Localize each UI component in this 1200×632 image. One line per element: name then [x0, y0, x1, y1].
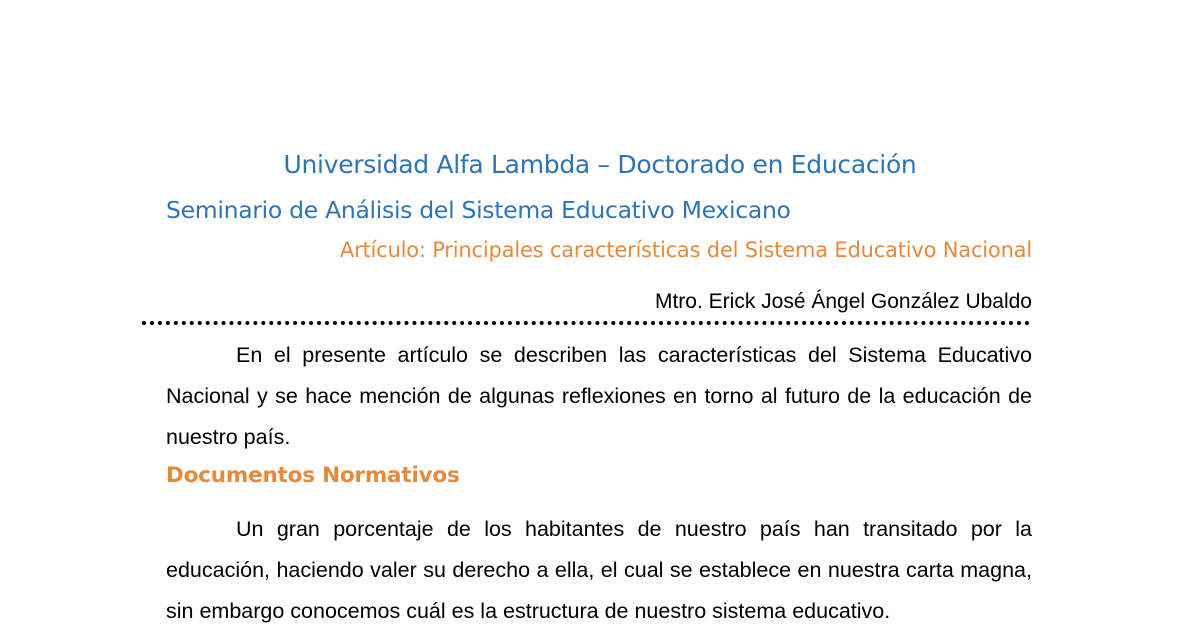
intro-paragraph: En el presente artículo se describen las características del Sistema Educativo Nacional y se hace mención de algunas reflexiones en torno al futuro de la educación de nuestro país. — [166, 343, 1032, 449]
section-heading: Documentos Normativos — [166, 463, 460, 488]
dotted-divider — [142, 321, 1030, 325]
author-name: Mtro. Erick José Ángel González Ubaldo — [654, 290, 1032, 313]
university-title: Universidad Alfa Lambda – Doctorado en Educación — [283, 150, 917, 179]
article-title: Artículo: Principales características del Sistema Educativo Nacional — [339, 238, 1032, 262]
body-paragraph: Un gran porcentaje de los habitantes de nuestro país han transitado por la educación, haciendo valer su derecho a ella, el cual se establece en nuestra carta magna, sin embargo conocemos cuál es la estructura de nuestro sistema educativo. — [166, 517, 1032, 623]
seminar-title: Seminario de Análisis del Sistema Educativo Mexicano — [166, 196, 791, 224]
